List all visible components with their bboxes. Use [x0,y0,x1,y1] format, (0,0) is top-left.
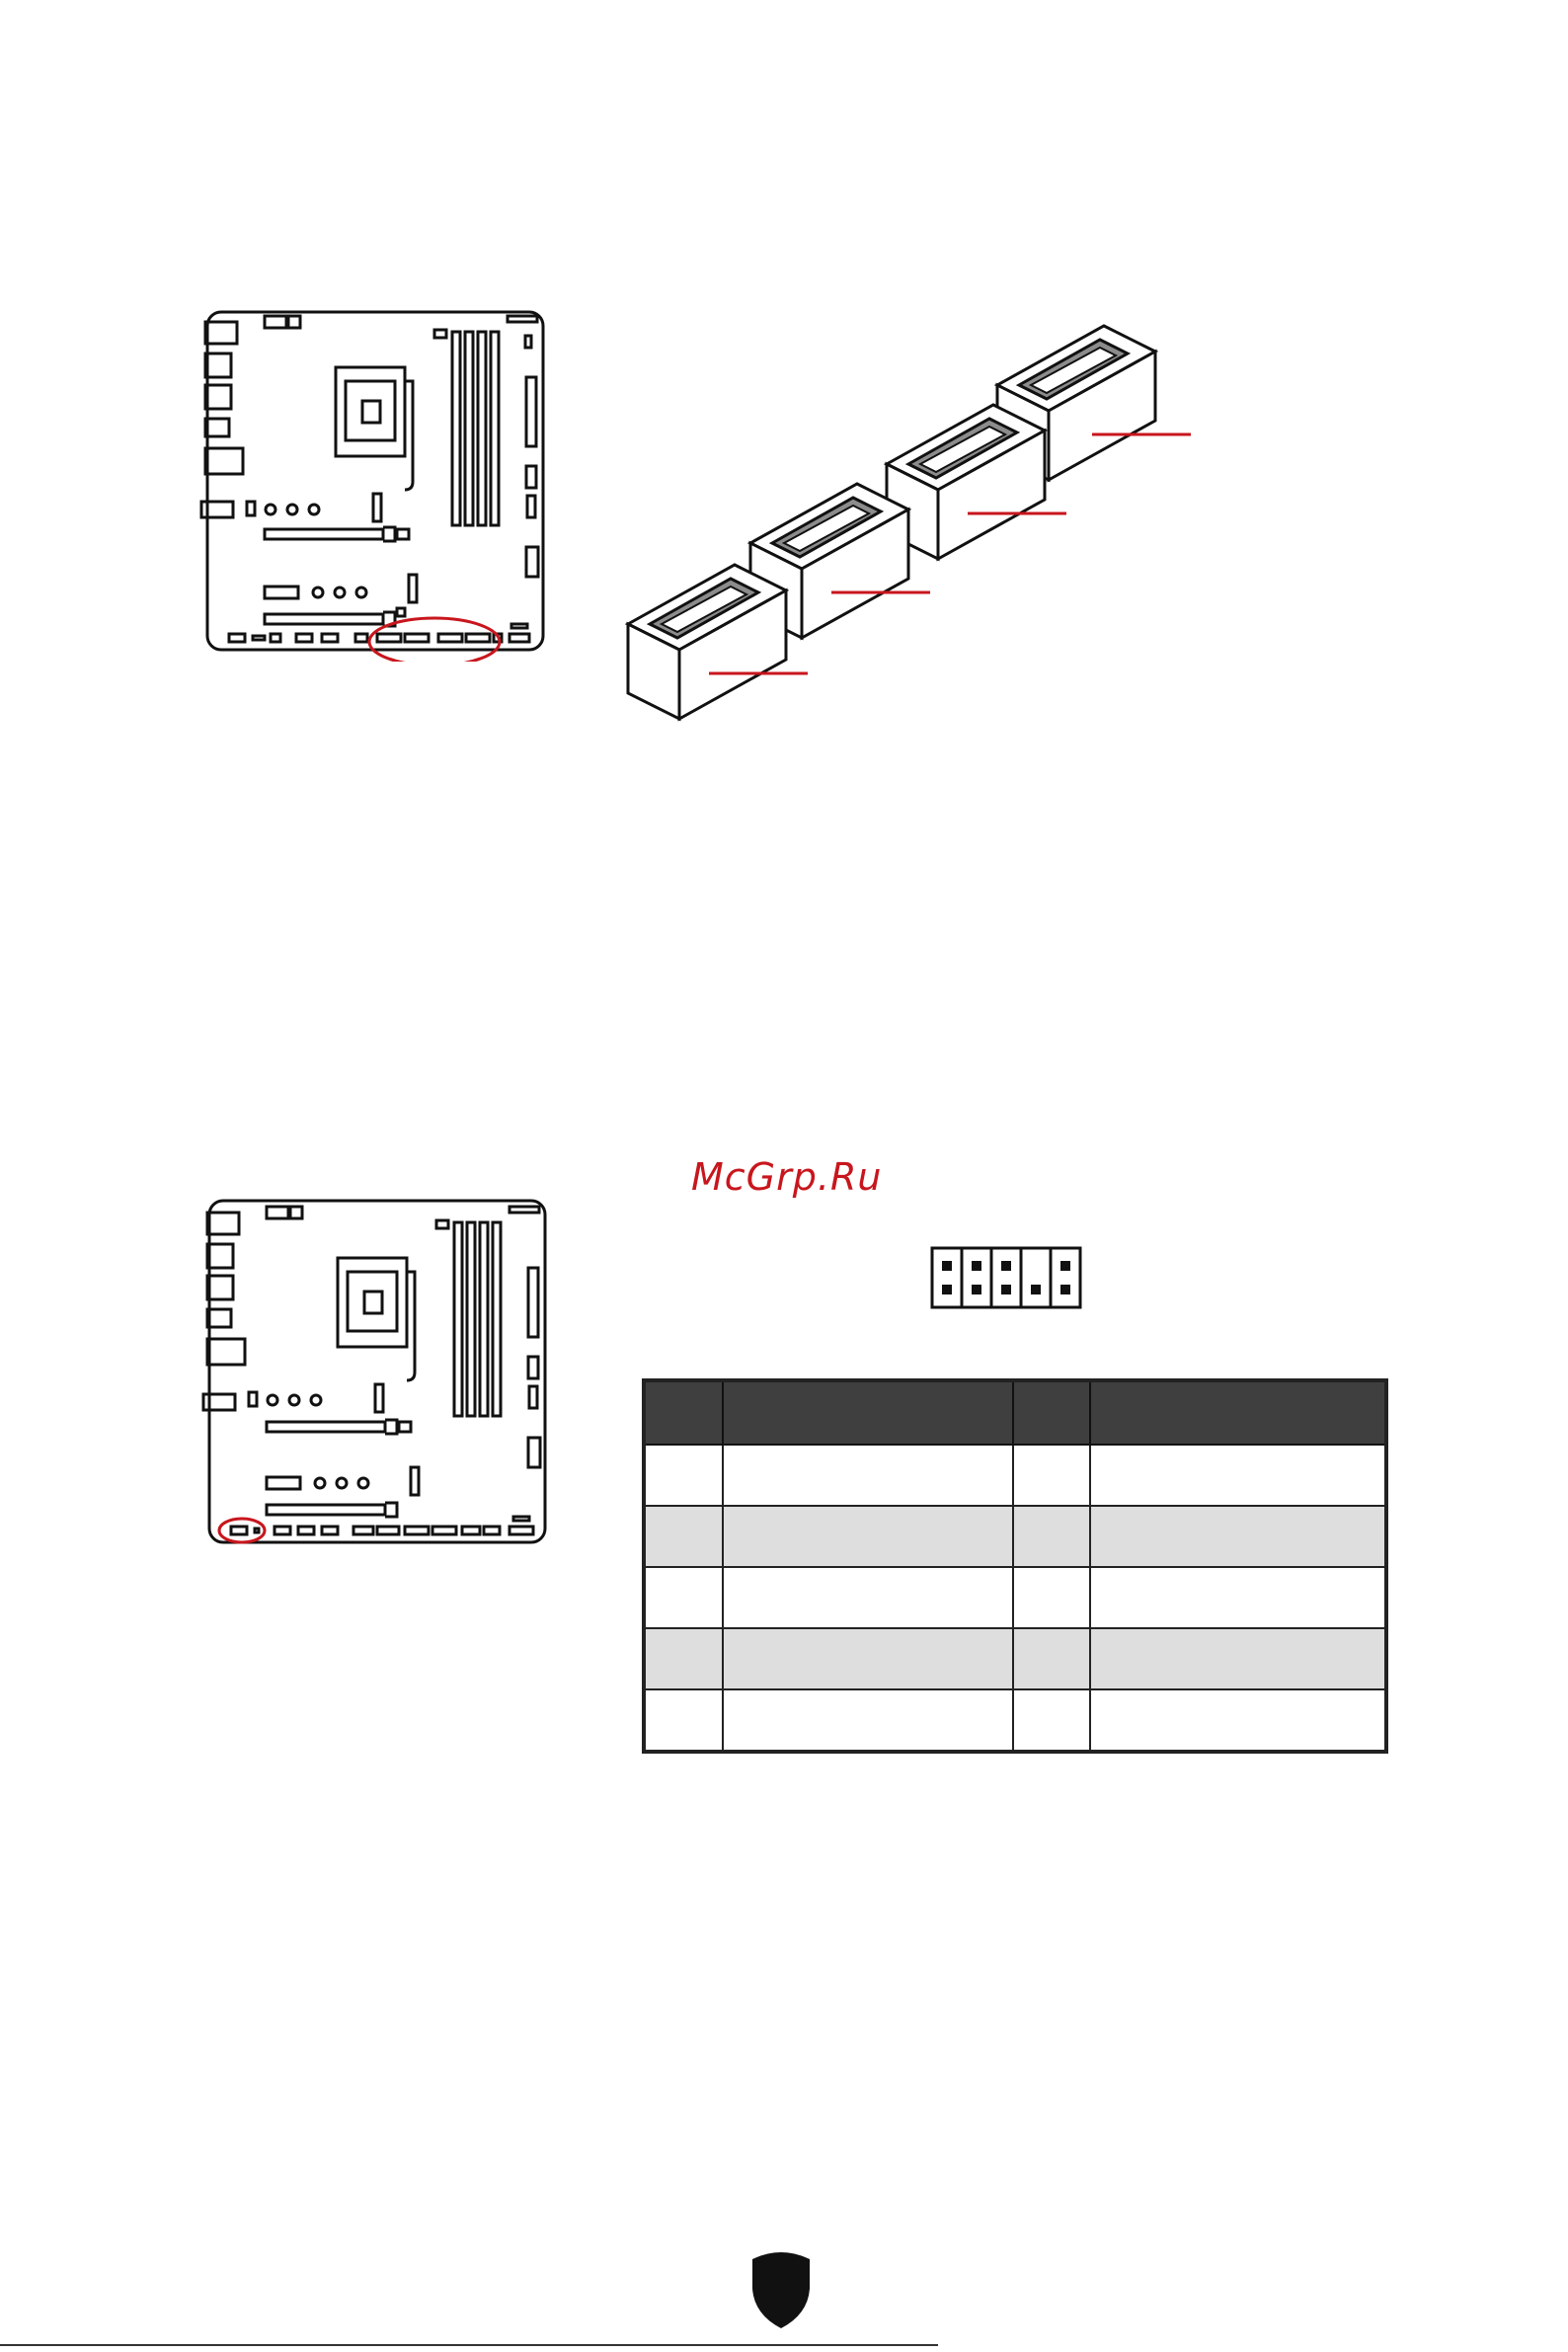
table-cell [644,1506,723,1567]
pin-definition-table [642,1378,1388,1754]
table-cell [723,1445,1013,1506]
table-cell [644,1445,723,1506]
table-cell [644,1567,723,1628]
shield-icon [748,2249,814,2330]
sata-connectors-illustration [612,316,1205,731]
table-cell [723,1506,1013,1567]
table-cell [644,1689,723,1752]
table-cell [1013,1689,1090,1752]
table-cell [1013,1445,1090,1506]
table-row [644,1567,1386,1628]
sata-port-4 [628,565,808,719]
footer-rule [0,2344,938,2346]
header-cell [1013,1380,1090,1445]
table-cell [1090,1567,1386,1628]
motherboard-diagram-sata [197,306,553,662]
table-cell [1090,1506,1386,1567]
table-cell [644,1628,723,1689]
motherboard-diagram-header [197,1195,553,1550]
header-cell [1090,1380,1386,1445]
table-cell [1090,1445,1386,1506]
table-row [644,1628,1386,1689]
header-cell [644,1380,723,1445]
table-row [644,1689,1386,1752]
table-cell [1013,1567,1090,1628]
table-cell [1013,1506,1090,1567]
table-cell [1090,1689,1386,1752]
table-cell [1090,1628,1386,1689]
pin-header-icon [928,1244,1082,1309]
table-cell [723,1628,1013,1689]
table-cell [723,1567,1013,1628]
table-header-row [644,1380,1386,1445]
sata-highlight-ellipse [369,618,500,662]
sata-port-2 [887,405,1066,559]
header-cell [723,1380,1013,1445]
table-cell [1013,1628,1090,1689]
watermark: McGrp.Ru [691,1155,883,1199]
table-cell [723,1689,1013,1752]
table-row [644,1445,1386,1506]
table-row [644,1506,1386,1567]
